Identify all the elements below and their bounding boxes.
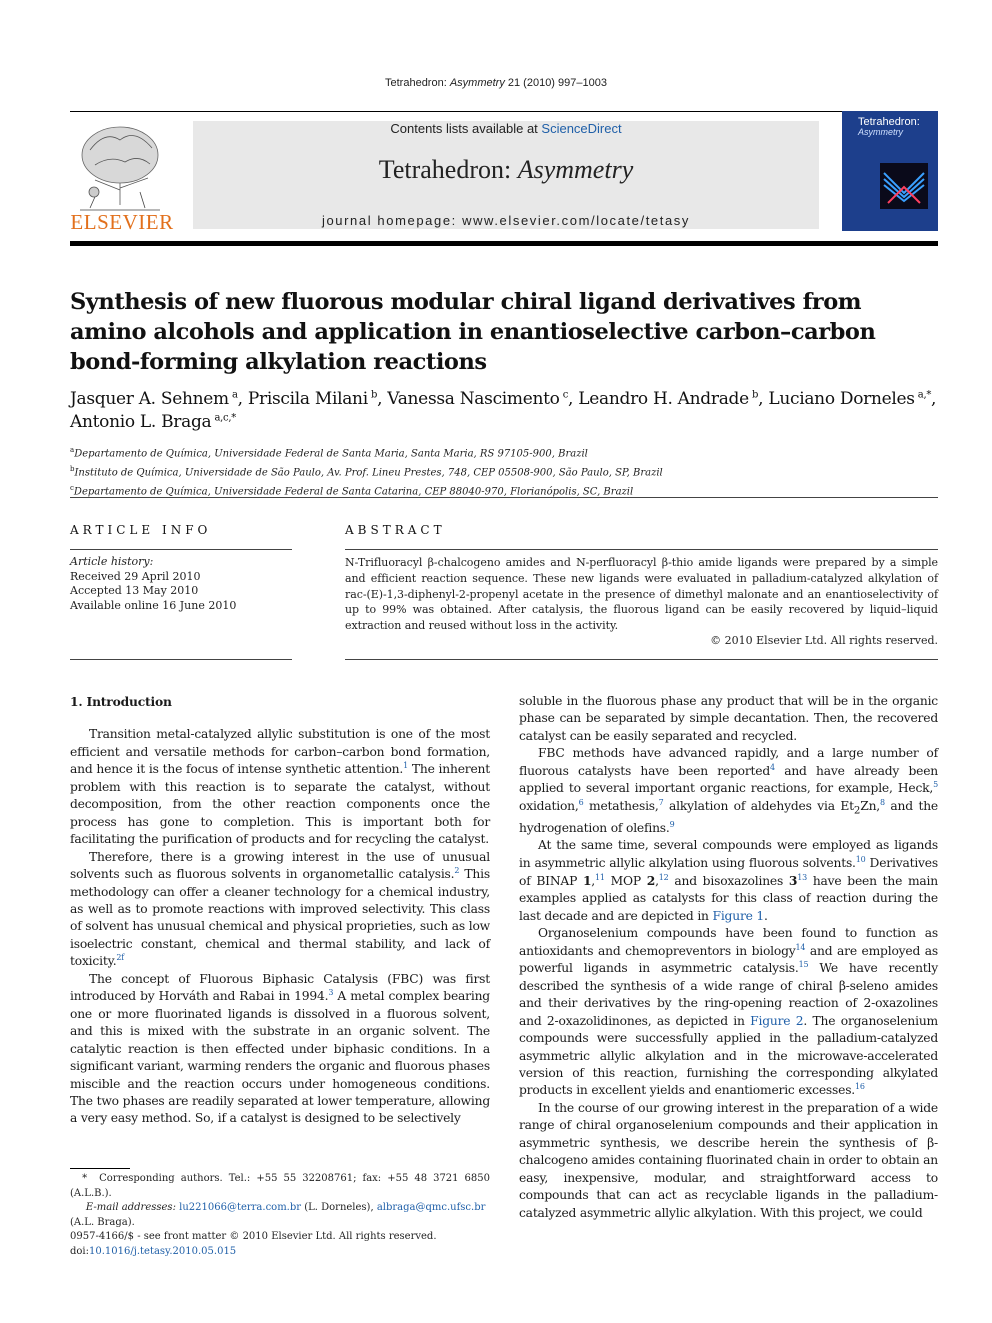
abstract-rule	[345, 549, 938, 550]
citation-ref[interactable]: 7	[658, 797, 664, 807]
citation-ref[interactable]: 6	[578, 797, 584, 807]
author[interactable]: Jasquer A. Sehnem	[70, 389, 229, 409]
citation-ref[interactable]: 14	[795, 942, 806, 952]
abstract-copyright: © 2010 Elsevier Ltd. All rights reserved.	[710, 634, 938, 647]
header-thick-rule	[70, 241, 938, 246]
section-heading: 1. Introduction	[70, 694, 172, 709]
author-list: Jasquer A. Sehnem $^a$, Priscila Milani $^b$, Vanessa Nascimento $^c$, Leandro H. Andrade $^b$, Luciano Dorneles $^{a,*}$, Antonio L. Braga $^{a,c,*}$	[70, 389, 937, 432]
email-link[interactable]: lu221066@terra.com.br	[179, 1202, 302, 1213]
elsevier-wordmark: ELSEVIER	[70, 210, 174, 234]
abstract-label: ABSTRACT	[345, 523, 446, 537]
author[interactable]: Antonio L. Braga	[70, 412, 212, 432]
body-column-left	[70, 693, 490, 1128]
author[interactable]: Vanessa Nascimento	[387, 389, 560, 409]
affiliation: $^c$Departamento de Química, Universidade Federal de Santa Catarina, CEP 88040-970, Florianópolis, SC, Brazil	[70, 483, 634, 497]
issn-doi-block: 0957-4166/$ - see front matter © 2010 Elsevier Ltd. All rights reserved. doi:10.1016/j.tetasy.2010.05.015	[70, 1231, 437, 1257]
author[interactable]: Leandro H. Andrade	[578, 389, 749, 409]
doi-link[interactable]: 10.1016/j.tetasy.2010.05.015	[89, 1245, 237, 1257]
citation-ref[interactable]: 1	[403, 761, 408, 771]
paragraph: soluble in the fluorous phase any product that will be in the organic phase can be separated by simple decantation. Then, the recovered catalyst can be easily separated and recycled.	[519, 694, 938, 743]
article-info-rule	[70, 549, 292, 550]
citation-ref[interactable]: 15	[798, 960, 809, 970]
paragraph: Therefore, there is a growing interest in the use of unusual solvents such as fluorous solvents in organometallic catalysis.$^2$ This methodology can offer a cleaner technology for a chemical industry, as well as to promote reactions with improved selectivity. This class of solvent has unusual chemical and physical proprieties, such as low isoelectric constant, chemical and thermal stability, and lack of toxicity.$^{2f}$	[70, 849, 490, 969]
contents-line: Contents lists available at ScienceDirect	[390, 121, 622, 136]
abstract-bottom-rule	[345, 659, 938, 660]
figure-link[interactable]: Figure 2	[750, 1013, 804, 1028]
body-column-right	[519, 693, 938, 1222]
author[interactable]: Priscila Milani	[247, 389, 368, 409]
paragraph: In the course of our growing interest in the preparation of a wide range of chiral organoselenium compounds and their application in asymmetric synthesis, we describe herein the synthesis of β-chalcogeno amides containing fluorinated chain in order to obtain an easy, inexpensive, modular, and straightforward access to compounds that can act as recyclable ligands in the palladium-catalyzed asymmetric allylic alkylation. With this project, we could	[519, 1100, 938, 1220]
citation-ref[interactable]: 8	[880, 797, 885, 807]
journal-cover-thumbnail	[842, 111, 938, 231]
paper-title: Synthesis of new fluorous modular chiral ligand derivatives from amino alcohols and application in enantioselective carbon–carbon bond-forming alkylation reactions	[70, 289, 876, 375]
citation-ref[interactable]: 11	[595, 872, 605, 882]
citation-ref[interactable]: 2f	[116, 953, 125, 963]
citation-ref[interactable]: 4	[770, 762, 775, 772]
citation-ref[interactable]: 12	[658, 872, 669, 882]
affiliation: $^b$Instituto de Química, Universidade de São Paulo, Av. Prof. Lineu Prestes, 748, CEP 05508-900, São Paulo, SP, Brazil	[70, 464, 663, 479]
journal-title: Tetrahedron: Asymmetry	[378, 155, 634, 184]
paragraph: Organoselenium compounds have been found to function as antioxidants and chemopreventors in biology$^{14}$ and are employed as powerful ligands in asymmetric catalysis.$^{15}$ We have recently described the synthesis of a wide range of chiral β-seleno amides and their derivatives by the ring-opening reaction of 2-oxazolines and 2-oxazolidinones, as depicted in Figure 2. The organoselenium compounds were successfully applied in the palladium-catalyzed asymmetric allylic alkylation and in the microwave-accelerated version of this reaction, furnishing the corresponding alkylated products in excellent yields and enantiomeric excesses.$^{16}$	[519, 926, 939, 1098]
email-link[interactable]: albraga@qmc.ufsc.br	[376, 1202, 486, 1213]
cover-title: Tetrahedron: Asymmetry	[858, 116, 920, 137]
article-info-label: ARTICLE INFO	[70, 523, 212, 537]
affiliations	[70, 443, 938, 499]
cover-artwork	[880, 163, 928, 209]
author[interactable]: Luciano Dorneles	[768, 389, 915, 409]
citation-ref[interactable]: 2	[454, 865, 460, 875]
affiliation: $^a$Departamento de Química, Universidade Federal de Santa Maria, Santa Maria, RS 97105-900, Brazil	[70, 446, 588, 460]
sciencedirect-link[interactable]: ScienceDirect	[541, 121, 622, 136]
citation-ref[interactable]: 9	[669, 819, 675, 829]
citation-ref[interactable]: 16	[855, 1082, 865, 1092]
footnote-rule	[70, 1168, 130, 1169]
paragraph: At the same time, several compounds were employed as ligands in asymmetric allylic alkylation using fluorous solvents.$^{10}$ Derivatives of BINAP 1,11 MOP 2,12 and bisoxazolines $3^{13}$ have been the main examples applied as catalysts for this class of reaction during the last decade and are depicted in Figure 1.	[519, 838, 938, 923]
journal-masthead	[193, 121, 819, 229]
citation-ref[interactable]: 13	[797, 872, 808, 882]
article-history: Article history: Received 29 April 2010 Accepted 13 May 2010 Available online 16 June 2010	[70, 555, 237, 612]
header-rule	[70, 111, 938, 112]
abstract-text: N-Trifluoracyl β-chalcogeno amides and N-perfluoracyl β-thio amide ligands were prepared by a simple and efficient reaction sequence. These new ligands were evaluated in palladium-catalyzed alkylation of rac-(E)-1,3-diphenyl-2-propenyl acetate in the presence of dimethyl malonate and an enantioselectivity of up to 99% was obtained. After catalysis, the fluorous ligand can be easily recovered by liquid–liquid extraction and reused without loss in the activity.	[345, 556, 938, 633]
paragraph: Transition metal-catalyzed allylic substitution is one of the most efficient and versatile methods for carbon–carbon bond formation, and hence it is the focus of intense synthetic attention.$^1$ The inherent problem with this reaction is to separate the catalyst, without decomposition, from the other reaction components once the process has gone to completion. This is important both for facilitating the purification of products and for recycling the catalyst.	[70, 727, 491, 847]
figure-link[interactable]: Figure 1	[712, 908, 765, 923]
corresponding-author-footnote: * Corresponding authors. Tel.: +55 55 32208761; fax: +55 48 3721 6850 (A.L.B.). E-mail addresses: lu221066@terra.com.br (L. Dorneles), albraga@qmc.ufsc.br (A.L. Braga).	[70, 1173, 491, 1228]
paragraph: The concept of Fluorous Biphasic Catalysis (FBC) was first introduced by Horváth and Rabai in 1994.$^3$ A metal complex bearing one or more fluorinated ligands is dissolved in a fluorous solvent, and this is mixed with the substrate in an organic solvent. The catalytic reaction is then effected under biphasic conditions. In a significant variant, warming renders the organic and fluorous phases miscible and the reaction occurs under homogeneous conditions. The two phases are readily separated at lower temperature, allowing a very easy method. So, if a catalyst is designed to be selectively	[70, 971, 490, 1126]
citation-ref[interactable]: 10	[855, 854, 866, 864]
citation-ref[interactable]: 5	[933, 780, 938, 790]
journal-homepage[interactable]: journal homepage: www.elsevier.com/locate/tetasy	[321, 213, 690, 228]
journal-citation: Tetrahedron: Asymmetry 21 (2010) 997–1003	[385, 77, 607, 89]
citation-ref[interactable]: 3	[328, 988, 334, 998]
article-info-bottom-rule	[70, 659, 292, 660]
affiliation-rule	[70, 497, 938, 498]
paragraph: FBC methods have advanced rapidly, and a large number of fluorous catalysts have been reported$^4$ and have already been applied to several important organic reactions, for example, Heck,$^5$ oxidation,$^6$ metathesis,$^7$ alkylation of aldehydes via $Et_2Zn,^8$ and the hydrogenation of olefins.$^9$	[519, 746, 938, 835]
